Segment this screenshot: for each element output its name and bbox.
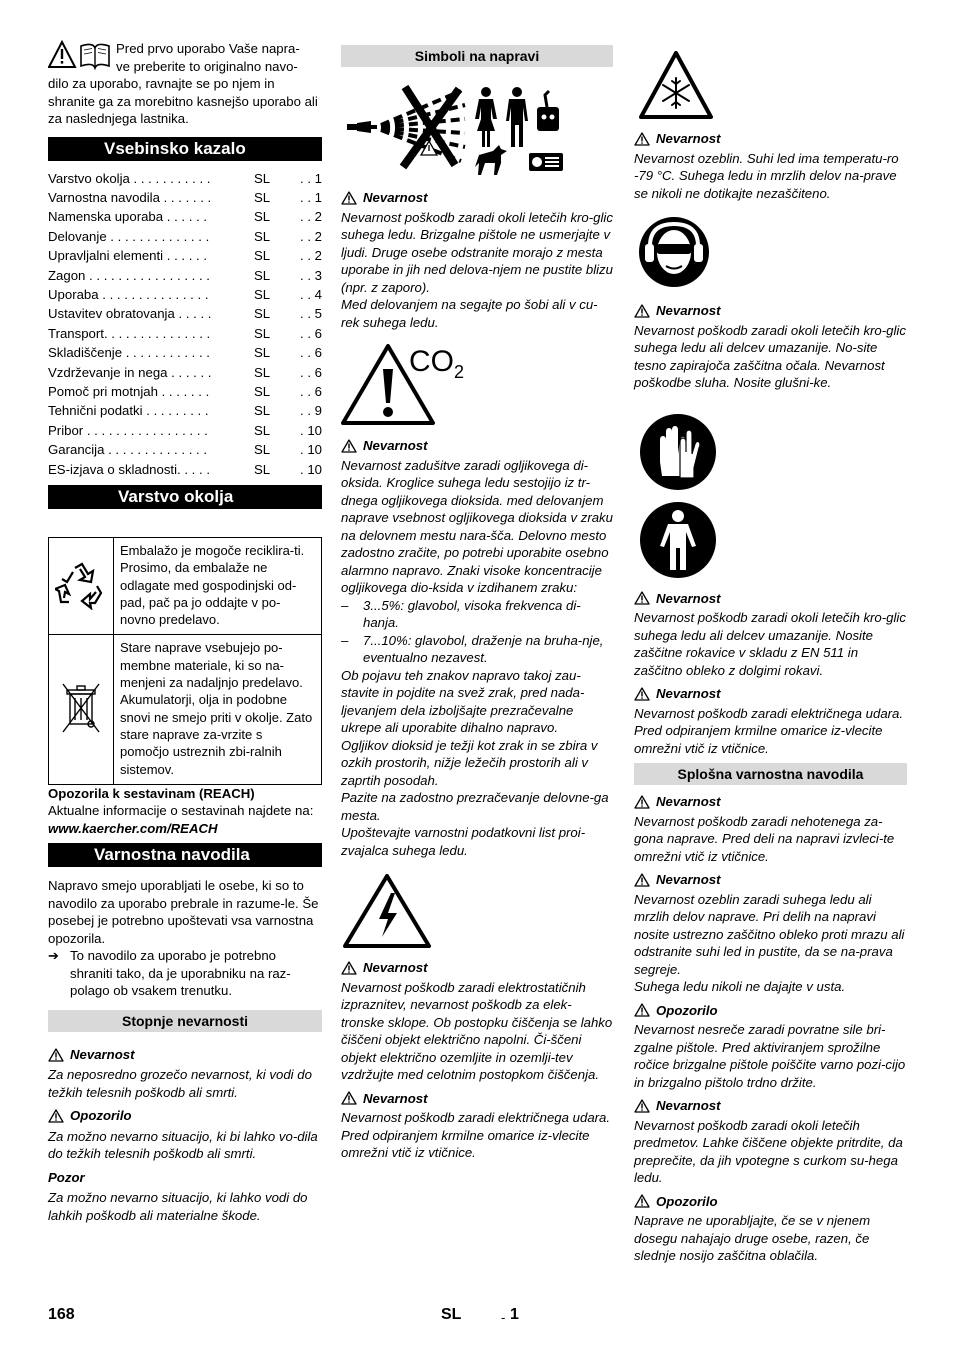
toc-page: . . 6 <box>300 345 322 361</box>
toc-row[interactable] <box>48 363 322 382</box>
toc-row[interactable] <box>48 246 322 265</box>
safety-arrow-note: ➔ To navodilo za uporabo je potrebno shraniti tako, da je uporabniku na raz-polago ob vsakem trenutku. <box>48 948 291 999</box>
symbol-block-2-text4: Pazite na zadostno prezračevanje delovne-ga mesta. <box>341 790 609 823</box>
toc-row[interactable] <box>48 304 322 323</box>
column-2 <box>341 45 613 1162</box>
toc-label: Zagon . . . . . . . . . . . . . . . . . <box>48 267 210 283</box>
symbol-block-2-text3: Ogljikov dioksid je težji kot zrak in se zbira v ozkih prostorih, nižje ležečih prostorih ali v zaprtih posodah. <box>341 737 598 788</box>
toc-page: . . 6 <box>300 364 322 380</box>
symbol-block-1-label: Nevarnost <box>341 189 613 207</box>
toc-lang: SL <box>254 364 271 380</box>
general-2-text: Nevarnost ozeblin zaradi suhega ledu ali mrzlih delov naprave. Pri delih na napravi nosite ustrezno zaščitno obleko proti mrazu ali odstranite suhi led in pustite, da se na-prava segreje. <box>634 891 905 977</box>
environment-text-2: Stare naprave vsebujejo po-membne materiale, ki so na-menjeni za nadaljnjo predelavo. Akumulatorji, olja in podobne snovi ne smejo priti v okolje. Zato stare naprave za-vrzite s pomočjo ustreznih zbi-ralnih sistemov. <box>114 635 322 784</box>
warning-triangle-icon <box>634 1194 650 1208</box>
environment-row <box>49 635 322 784</box>
reach-text: Aktualne informacije o sestavinah najdete na: <box>48 803 314 819</box>
warning-triangle-icon <box>634 687 650 701</box>
intro-line-1: Pred prvo uporabo Vaše napra- <box>116 41 300 56</box>
symbol-block-1-text: Nevarnost poškodb zaradi okoli letečih kro-glic suhega ledu. Brizgalne pištole ne usmerjajte v ljudi. Druge osebe odstranite morajo z mesta uporabe in jih ned delova-njem ne pustite blizu (npr. z zaporo). <box>341 209 613 295</box>
toc-lang: SL <box>254 209 271 225</box>
symbol-block-2-text5: Upoštevajte varnostni podatkovni list proi-zvajalca suhega ledu. <box>341 825 586 858</box>
general-4-text: Nevarnost poškodb zaradi okoli letečih predmetov. Lahke čiščene objekte pritrdite, da preprečite, da jih vpotegne s curkom su-hega ledu. <box>634 1117 903 1185</box>
general-3-text: Nevarnost nesreče zaradi povratne sile bri-zgalne pištole. Pred aktiviranjem sprožilne ročice brizgalne pištole poiščite varno pozi-cijo in brizgalno pištolo trdno držite. <box>634 1022 906 1090</box>
toc-row[interactable] <box>48 169 322 188</box>
arrow-right-icon: ➔ <box>48 948 60 964</box>
general-5-label: Opozorilo <box>634 1193 907 1211</box>
toc-lang: SL <box>254 461 271 477</box>
warning-triangle-icon <box>634 1099 650 1113</box>
high-voltage-icon <box>341 873 433 949</box>
symbol-block-3-text: Nevarnost poškodb zaradi elektrostatičnih izpraznitev, nevarnost poškodb za elek-tronske sklope. Ob postopku čiščenja se lahko čiščeni objekt električno napolni. Či-ščeni objekt električno ozemljite in ozemlji-tev vzdržujte med celotnim postopkom čiščenja. <box>341 979 613 1082</box>
toc-lang: SL <box>254 286 271 302</box>
general-4-label: Nevarnost <box>634 1097 907 1115</box>
toc-label: Upravljalni elementi . . . . . . <box>48 248 208 264</box>
toc-page: . . 2 <box>300 209 322 225</box>
toc-page: . 10 <box>300 422 322 438</box>
safety-intro: Napravo smejo uporabljati le osebe, ki so to navodilo za uporabo prebrale in razume-le. Še posebej je potrebno upoštevati vsa varnostna opozorila. <box>48 878 319 946</box>
toc-page: . . 9 <box>300 403 322 419</box>
page-number: 168 <box>48 1306 75 1323</box>
toc-heading: Vsebinsko kazalo <box>48 137 322 161</box>
symbol-block-2-label: Nevarnost <box>341 437 613 455</box>
toc-page: . . 4 <box>300 286 322 302</box>
frost-warning-symbol <box>638 50 907 122</box>
toc-label: Namenska uporaba . . . . . . <box>48 209 208 225</box>
general-5-text: Naprave ne uporabljajte, če se v njenem dosegu nahajajo druge osebe, razen, če slednje nosijo zaščitna oblačila. <box>634 1213 871 1263</box>
general-2-text2: Suhega ledu nikoli ne dajajte v usta. <box>634 979 846 994</box>
symbols-heading: Simboli na napravi <box>341 45 613 67</box>
col3-block-1-label: Nevarnost <box>634 130 907 148</box>
toc-lang: SL <box>254 170 271 186</box>
reach-title: Opozorila k sestavinam (REACH) <box>48 785 255 801</box>
toc-page: . 10 <box>300 461 322 477</box>
toc-label: Ustavitev obratovanja . . . . . <box>48 306 212 322</box>
general-1-label: Nevarnost <box>634 793 907 811</box>
toc-row[interactable] <box>48 207 322 226</box>
warning-triangle-icon <box>341 1091 357 1105</box>
toc-row[interactable] <box>48 343 322 362</box>
toc-page: . . 3 <box>300 267 322 283</box>
no-jet-at-people-icon <box>341 85 613 177</box>
general-1-text: Nevarnost poškodb zaradi nehotenega za-gona naprave. Pred deli na napravi izvleci-te omrežni vtič iz vtičnice. <box>634 813 895 864</box>
co2-label: $CO_2$ <box>409 345 465 382</box>
environment-heading: Varstvo okolja <box>48 485 322 509</box>
safety-heading: Varnostna navodila <box>48 843 322 867</box>
toc-row[interactable] <box>48 421 322 440</box>
intro-line-2: ve preberite to originalno navo- <box>116 58 298 74</box>
warning-triangle-icon <box>634 795 650 809</box>
warning-triangle-icon <box>634 873 650 887</box>
symbol-block-3-label: Nevarnost <box>341 959 613 977</box>
warning-triangle-icon <box>634 1003 650 1017</box>
levels-heading: Stopnje nevarnosti <box>48 1010 322 1032</box>
caution-text: Za možno nevarno situacijo, ki lahko vodi do lahkih poškodb ali materialne škode. <box>48 1190 308 1223</box>
col3-block-3-label: Nevarnost <box>634 590 907 608</box>
warning-triangle-icon <box>341 191 357 205</box>
general-3-label: Opozorilo <box>634 1002 907 1020</box>
toc-label: Pribor . . . . . . . . . . . . . . . . . <box>48 422 208 438</box>
footer-dash: - <box>501 1310 506 1325</box>
toc-page: . . 2 <box>300 228 322 244</box>
co2-warning-symbol <box>341 343 613 427</box>
symbol-block-4-text: Nevarnost poškodb zaradi električnega udara. Pred odpiranjem krmilne omarice iz-vlecite omrežni vtič iz vtičnice. <box>341 1110 611 1160</box>
toc-label: Varstvo okolja . . . . . . . . . . . <box>48 170 211 186</box>
toc-label: Pomoč pri motnjah . . . . . . . <box>48 383 210 399</box>
toc-page: . . 5 <box>300 306 322 322</box>
toc-lang: SL <box>254 442 271 458</box>
dry-ice-jet-symbols <box>341 85 613 177</box>
intro <box>48 40 322 128</box>
col3-block-2-text: Nevarnost poškodb zaradi okoli letečih kro-glic suhega ledu ali delcev umazanije. No-site tesno zapirajoča zaščitna očala. Nevarnost poškodbe sluha. Nosite glušni-ke. <box>634 322 906 390</box>
toc-lang: SL <box>254 422 271 438</box>
symbol-block-2-text2: Ob pojavu teh znakov napravo takoj zau-stavite in pojdite na svež zrak, pred nada-ljevanjem dela izboljšajte prezračevalne ukrepe ali uporabite dihalno napravo. <box>341 667 585 735</box>
toc-label: Transport. . . . . . . . . . . . . . . <box>48 325 211 341</box>
electric-warning-symbol <box>341 873 613 949</box>
co2-level-1: – 3...5%: glavobol, visoka frekvenca di-hanja. <box>341 597 581 630</box>
col3-block-1-text: Nevarnost ozeblin. Suhi led ima temperatu-ro -79 °C. Suhega ledu in mrzlih delov na-prave se nikoli ne dotikajte nezaščiteno. <box>634 150 899 201</box>
footer-lang: SL <box>441 1306 462 1323</box>
toc-label: Vzdrževanje in nega . . . . . . <box>48 364 212 380</box>
danger-label: Nevarnost <box>48 1046 322 1064</box>
toc-lang: SL <box>254 248 271 264</box>
goggles-ear-protection-icon <box>638 216 710 288</box>
toc-label: Skladiščenje . . . . . . . . . . . . <box>48 345 210 361</box>
toc-lang: SL <box>254 228 271 244</box>
toc-page: . 10 <box>300 442 322 458</box>
toc-lang: SL <box>254 345 271 361</box>
toc-lang: SL <box>254 325 271 341</box>
toc-label: Varnostna navodila . . . . . . . <box>48 189 212 205</box>
environment-table <box>48 537 322 785</box>
toc-page: . . 6 <box>300 383 322 399</box>
column-1 <box>48 40 322 1224</box>
warning-manual-icon <box>48 40 114 70</box>
danger-text: Za neposredno grozečo nevarnost, ki vodi do težkih telesnih poškodb ali smrti. <box>48 1067 312 1100</box>
toc-row[interactable] <box>48 440 322 459</box>
toc-row[interactable] <box>48 266 322 285</box>
warning-triangle-icon <box>634 132 650 146</box>
crossed-bin-icon <box>49 635 114 784</box>
toc-page: . . 2 <box>300 248 322 264</box>
general-2-label: Nevarnost <box>634 871 907 889</box>
footer-sub-page: 1 <box>510 1306 519 1323</box>
warning-triangle-icon <box>634 304 650 318</box>
col3-block-2-label: Nevarnost <box>634 302 907 320</box>
toc-table <box>48 169 322 480</box>
toc-lang: SL <box>254 189 271 205</box>
toc-lang: SL <box>254 383 271 399</box>
column-3 <box>634 50 907 1265</box>
toc-label: Delovanje . . . . . . . . . . . . . . <box>48 228 210 244</box>
toc-row[interactable] <box>48 188 322 207</box>
goggles-ear-protection-symbol <box>638 216 907 292</box>
warning-triangle-icon <box>634 591 650 605</box>
recycling-icon <box>49 538 114 635</box>
toc-label: ES-izjava o skladnosti. . . . . <box>48 461 210 477</box>
toc-row[interactable] <box>48 285 322 304</box>
toc-row[interactable] <box>48 460 322 479</box>
environment-text-1: Embalažo je mogoče reciklira-ti. Prosimo, da embalaže ne odlagate med gospodinjski od-pad, pač pa jo oddajte v po-novno predelavo. <box>114 538 322 635</box>
co2-level-2: – 7...10%: glavobol, draženje na bruha-nje, eventualno nezavest. <box>341 632 604 665</box>
toc-lang: SL <box>254 306 271 322</box>
toc-row[interactable] <box>48 401 322 420</box>
gloves-suit-symbols <box>638 412 907 582</box>
caution-label: Pozor <box>48 1169 85 1185</box>
warning-triangle-icon <box>341 961 357 975</box>
symbol-block-1-text2: Med delovanjem na segajte po šobi ali v cu-rek suhega ledu. <box>341 297 598 330</box>
warning-triangle-icon <box>48 1048 64 1062</box>
toc-label: Tehnični podatki . . . . . . . . . <box>48 403 209 419</box>
symbol-block-4-label: Nevarnost <box>341 1090 613 1108</box>
protective-gloves-icon <box>638 412 718 492</box>
reach-url[interactable]: www.kaercher.com/REACH <box>48 820 218 836</box>
warning-triangle-icon <box>341 439 357 453</box>
warning-triangle-icon <box>48 1109 64 1123</box>
toc-lang: SL <box>254 403 271 419</box>
toc-page: . . 1 <box>300 189 322 205</box>
intro-rest: dilo za uporabo, ravnajte se po njem in shranite ga za morebitno kasnejšo uporabo ali za naslednjega lastnika. <box>48 76 318 126</box>
col3-block-3-text: Nevarnost poškodb zaradi okoli letečih kro-glic suhega ledu ali delcev umazanije. Nosite zaščitne rokavice v skladu z EN 511 in zaščitno obleko z dolgimi rokavi. <box>634 610 906 678</box>
toc-row[interactable] <box>48 227 322 246</box>
toc-label: Uporaba . . . . . . . . . . . . . . . <box>48 286 209 302</box>
environment-row <box>49 538 322 635</box>
warning-text: Za možno nevarno situacijo, ki bi lahko vo-dila do težkih telesnih poškodb ali smrti. <box>48 1128 318 1162</box>
symbol-block-2-text: Nevarnost zadušitve zaradi ogljikovega di-oksida. Kroglice suhega ledu sestojijo iz tr-dnega ogljikovega dioksida. med delovanjem naprave vsebnost ogljikovega dioksida v zraku na delovnem mestu nara-šča. Delovno mesto zadostno zračite, po potrebi uporabite osebno alarmno napravo. Znaki visoke koncentracije ogljikovega dio-ksida v izdihanem zraku: <box>341 457 613 595</box>
toc-label: Garancija . . . . . . . . . . . . . . <box>48 442 208 458</box>
warning-label: Opozorilo <box>48 1107 322 1125</box>
toc-row[interactable] <box>48 382 322 401</box>
toc-page: . . 6 <box>300 325 322 341</box>
protective-suit-icon <box>638 500 718 580</box>
col3-block-4-label: Nevarnost <box>634 685 907 703</box>
col3-block-4-text: Nevarnost poškodb zaradi električnega udara. Pred odpiranjem krmilne omarice iz-vlecite omrežni vtič iz vtičnice. <box>634 705 904 756</box>
toc-row[interactable] <box>48 324 322 343</box>
frost-warning-icon <box>638 50 714 120</box>
toc-lang: SL <box>254 267 271 283</box>
toc-page: . . 1 <box>300 170 322 186</box>
general-safety-heading: Splošna varnostna navodila <box>634 763 907 785</box>
